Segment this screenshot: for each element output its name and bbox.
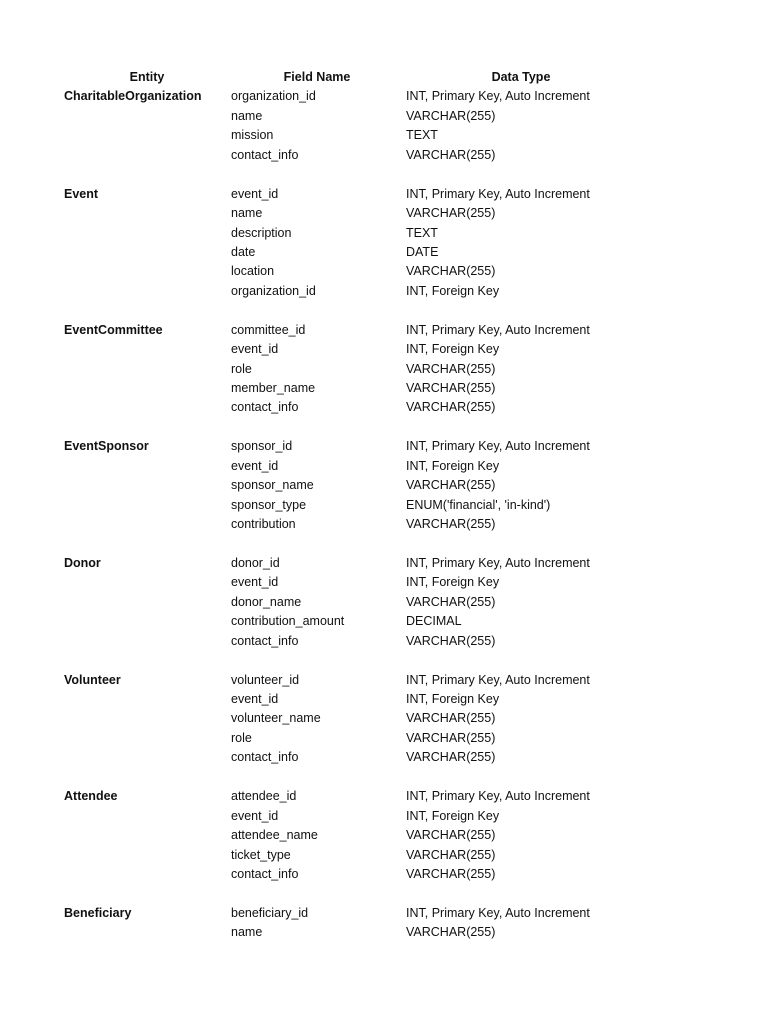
table-row <box>0 690 768 709</box>
table-row <box>0 243 768 262</box>
field-name-cell: event_id <box>231 342 279 357</box>
field-name-cell: donor_id <box>231 555 280 570</box>
table-row <box>0 515 768 534</box>
field-name-cell: committee_id <box>231 322 306 337</box>
field-name-cell: organization_id <box>231 283 316 298</box>
field-name-cell: role <box>231 361 252 376</box>
table-row <box>0 671 768 690</box>
data-type-cell: TEXT <box>406 225 438 240</box>
data-type-cell: INT, Foreign Key <box>406 283 500 298</box>
data-type-cell: VARCHAR(255) <box>406 381 496 395</box>
data-type-cell: INT, Foreign Key <box>406 692 500 706</box>
data-type-cell: INT, Foreign Key <box>406 575 500 590</box>
data-type-cell: INT, Primary Key, Auto Increment <box>406 672 590 687</box>
field-name-cell: description <box>231 225 292 240</box>
data-type-cell: DECIMAL <box>406 614 462 629</box>
data-type-cell: VARCHAR(255) <box>406 264 496 279</box>
data-type-cell: VARCHAR(255) <box>406 847 496 862</box>
data-type-cell: VARCHAR(255) <box>406 750 496 765</box>
data-type-cell: VARCHAR(255) <box>406 866 496 881</box>
table-body <box>0 87 768 942</box>
field-name-cell: contact_info <box>231 400 299 415</box>
entity-name-cell: EventCommittee <box>64 322 163 337</box>
field-name-cell: event_id <box>231 458 279 473</box>
entity-name-cell: Attendee <box>64 789 118 804</box>
field-name-cell: event_id <box>231 186 279 201</box>
data-type-cell: ENUM('financial', 'in-kind') <box>406 497 551 512</box>
table-row <box>0 185 768 204</box>
field-name-cell: organization_id <box>231 89 316 104</box>
data-type-cell: VARCHAR(255) <box>406 517 496 532</box>
data-type-cell: VARCHAR(255) <box>406 828 496 843</box>
table-row <box>0 904 768 923</box>
field-name-cell: date <box>231 244 256 259</box>
table-row <box>0 748 768 767</box>
field-name-cell: contact_info <box>231 866 299 881</box>
data-type-cell: VARCHAR(255) <box>406 478 496 493</box>
table-row <box>0 321 768 340</box>
data-type-cell: INT, Primary Key, Auto Increment <box>406 186 590 201</box>
entity-column-header: Entity <box>129 70 165 84</box>
field-name-cell: name <box>231 206 263 221</box>
table-row <box>0 496 768 515</box>
field-name-cell: name <box>231 108 263 123</box>
field-name-cell: sponsor_name <box>231 478 314 493</box>
spacer-row <box>0 768 768 787</box>
data-type-column-header: Data Type <box>491 70 551 84</box>
table-row <box>0 379 768 398</box>
data-type-cell: VARCHAR(255) <box>406 147 496 162</box>
field-name-column-header: Field Name <box>283 70 351 84</box>
table-row <box>0 573 768 592</box>
table-row <box>0 554 768 573</box>
field-name-cell: sponsor_id <box>231 439 293 454</box>
table-row <box>0 282 768 301</box>
field-name-cell: attendee_id <box>231 789 297 804</box>
field-name-cell: sponsor_type <box>231 497 307 512</box>
table-row <box>0 476 768 495</box>
data-type-cell: VARCHAR(255) <box>406 108 496 123</box>
table-row <box>0 146 768 165</box>
table-row <box>0 807 768 826</box>
entity-name-cell: Volunteer <box>64 672 121 687</box>
field-name-cell: ticket_type <box>231 847 291 862</box>
data-type-cell: VARCHAR(255) <box>406 730 496 745</box>
table-row <box>0 398 768 417</box>
data-type-cell: INT, Primary Key, Auto Increment <box>406 439 590 454</box>
data-type-cell: VARCHAR(255) <box>406 361 496 376</box>
table-row <box>0 262 768 281</box>
field-name-cell: contribution_amount <box>231 614 345 629</box>
data-type-cell: DATE <box>406 244 439 259</box>
table-row <box>0 107 768 126</box>
table-row <box>0 826 768 845</box>
field-name-cell: donor_name <box>231 594 302 609</box>
table-row <box>0 340 768 359</box>
data-type-cell: INT, Primary Key, Auto Increment <box>406 555 590 570</box>
table-row <box>0 729 768 748</box>
data-type-cell: VARCHAR(255) <box>406 400 496 415</box>
table-row <box>0 204 768 223</box>
schema-table <box>0 68 768 943</box>
field-name-cell: volunteer_name <box>231 711 321 726</box>
entity-name-cell: EventSponsor <box>64 439 149 454</box>
table-row <box>0 846 768 865</box>
field-name-cell: contact_info <box>231 147 299 162</box>
table-row <box>0 787 768 806</box>
field-name-cell: event_id <box>231 692 279 706</box>
data-type-cell: VARCHAR(255) <box>406 594 496 609</box>
header-row <box>0 68 768 87</box>
field-name-cell: role <box>231 730 252 745</box>
field-name-cell: attendee_name <box>231 828 318 843</box>
table-row <box>0 437 768 456</box>
spacer-row <box>0 651 768 670</box>
table-row <box>0 360 768 379</box>
field-name-cell: beneficiary_id <box>231 905 309 920</box>
data-type-cell: VARCHAR(255) <box>406 711 496 726</box>
field-name-cell: name <box>231 925 263 940</box>
entity-name-cell: Donor <box>64 555 101 570</box>
entity-name-cell: CharitableOrganization <box>64 89 202 104</box>
data-type-cell: VARCHAR(255) <box>406 925 496 940</box>
spacer-row <box>0 301 768 320</box>
table-row <box>0 593 768 612</box>
table-row <box>0 865 768 884</box>
data-type-cell: INT, Primary Key, Auto Increment <box>406 322 590 337</box>
data-type-cell: VARCHAR(255) <box>406 633 496 648</box>
field-name-cell: volunteer_id <box>231 672 300 687</box>
data-type-cell: INT, Primary Key, Auto Increment <box>406 789 590 804</box>
data-type-cell: INT, Primary Key, Auto Increment <box>406 89 590 104</box>
spacer-row <box>0 418 768 437</box>
data-type-cell: TEXT <box>406 128 438 143</box>
data-type-cell: INT, Foreign Key <box>406 458 500 473</box>
spacer-row <box>0 884 768 903</box>
table-row <box>0 224 768 243</box>
table-row <box>0 632 768 651</box>
field-name-cell: contact_info <box>231 750 299 765</box>
table-row <box>0 87 768 106</box>
field-name-cell: contribution <box>231 517 296 532</box>
field-name-cell: event_id <box>231 808 279 823</box>
field-name-cell: contact_info <box>231 633 299 648</box>
table-row <box>0 923 768 942</box>
field-name-cell: mission <box>231 128 274 143</box>
table-row <box>0 709 768 728</box>
entity-name-cell: Beneficiary <box>64 905 132 920</box>
field-name-cell: event_id <box>231 575 279 590</box>
data-type-cell: INT, Foreign Key <box>406 342 500 357</box>
data-type-cell: INT, Primary Key, Auto Increment <box>406 905 590 920</box>
table-row <box>0 457 768 476</box>
field-name-cell: location <box>231 264 275 279</box>
table-row <box>0 612 768 631</box>
spacer-row <box>0 535 768 554</box>
data-type-cell: INT, Foreign Key <box>406 808 500 823</box>
entity-name-cell: Event <box>64 186 99 201</box>
spacer-row <box>0 165 768 184</box>
field-name-cell: member_name <box>231 381 316 395</box>
table-row <box>0 126 768 145</box>
data-type-cell: VARCHAR(255) <box>406 206 496 221</box>
